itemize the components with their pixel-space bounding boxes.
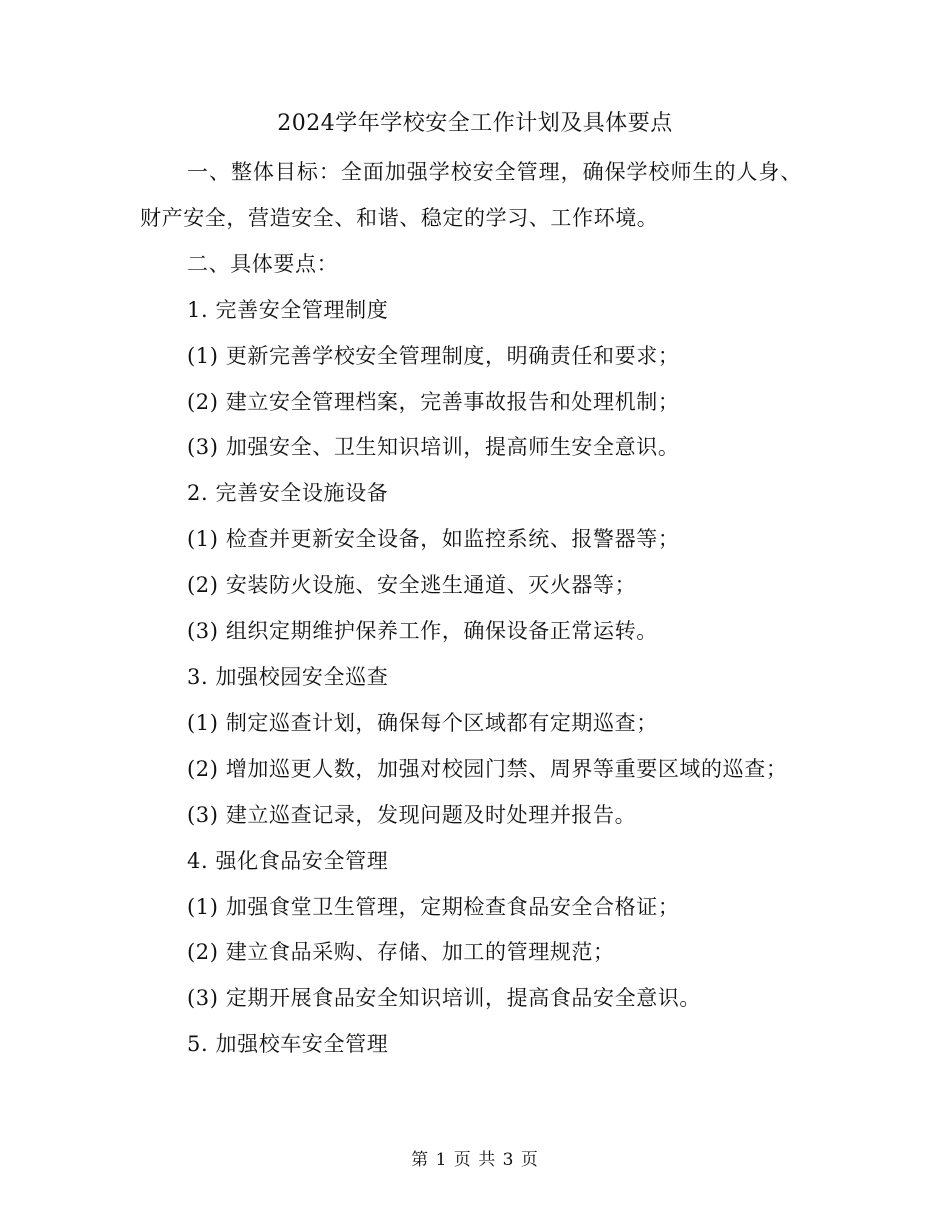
paragraph: (1) 检查并更新安全设备，如监控系统、报警器等； (187, 527, 680, 552)
paragraph: (3) 加强安全、卫生知识培训，提高师生安全意识。 (187, 435, 680, 460)
document-body (140, 150, 802, 1068)
paragraph: (2) 建立安全管理档案，完善事故报告和处理机制； (187, 389, 680, 414)
document-title: 2024学年学校安全工作计划及具体要点 (277, 111, 673, 136)
paragraph: (3) 建立巡查记录，发现问题及时处理并报告。 (187, 802, 637, 827)
paragraph: (1) 制定巡查计划，确保每个区域都有定期巡查； (187, 710, 658, 735)
paragraph: 一、整体目标：全面加强学校安全管理，确保学校师生的人身、财产安全，营造安全、和谐、稳定的学习、工作环境。 (140, 160, 802, 230)
paragraph: 4. 强化食品安全管理 (187, 848, 389, 873)
paragraph: (2) 安装防火设施、安全逃生通道、灭火器等； (187, 573, 637, 598)
paragraph: 二、具体要点： (187, 251, 339, 276)
paragraph: (1) 加强食堂卫生管理，定期检查食品安全合格证； (187, 894, 680, 919)
paragraph: (3) 定期开展食品安全知识培训，提高食品安全意识。 (187, 986, 702, 1011)
paragraph: 5. 加强校车安全管理 (187, 1032, 389, 1057)
paragraph: 3. 加强校园安全巡查 (187, 664, 389, 689)
paragraph: (3) 组织定期维护保养工作，确保设备正常运转。 (187, 619, 658, 644)
paragraph: (2) 增加巡更人数，加强对校园门禁、周界等重要区域的巡查； (187, 756, 788, 781)
paragraph: (1) 更新完善学校安全管理制度，明确责任和要求； (187, 343, 680, 368)
paragraph: (2) 建立食品采购、存储、加工的管理规范； (187, 940, 615, 965)
paragraph: 1. 完善安全管理制度 (187, 297, 389, 322)
page-number-footer: 第 1 页 共 3 页 (411, 1150, 539, 1170)
paragraph: 2. 完善安全设施设备 (187, 481, 389, 506)
